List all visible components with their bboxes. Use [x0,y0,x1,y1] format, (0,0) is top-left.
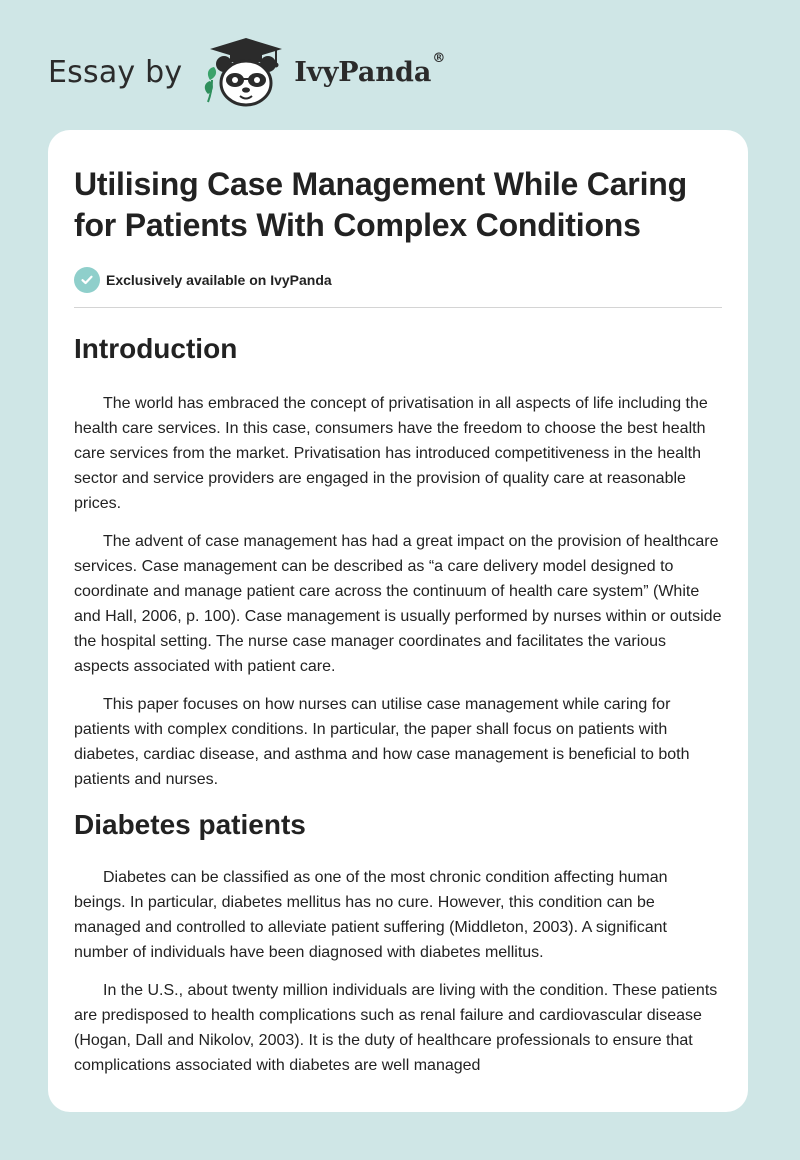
divider [74,307,722,308]
paragraph: Diabetes can be classified as one of the most chronic condition affecting human beings. In particular, diabetes mellitus has no cure. However, this condition can be managed and controlled to alleviate patient suffering (Middleton, 2003). A significant number of individuals have been diagnosed with diabetes mellitus. [74,869,668,961]
exclusive-badge [74,266,722,294]
registered-mark: ® [432,50,446,66]
brand-name: IvyPanda® [294,50,446,88]
section-heading-introduction: Introduction [74,333,238,364]
paragraph: This paper focuses on how nurses can utilise case management while caring for patients with complex conditions. In particular, the paper shall focus on patients with diabetes, cardiac disease, and asthma and how case management is beneficial to both patients and nurses. [74,696,690,788]
section-heading-diabetes: Diabetes patients [74,809,306,840]
paragraph: The advent of case management has had a great impact on the provision of healthcare services. Case management can be described as “a care delivery model designed to coordinate and manage patient care across the continuum of health care system” (White and Hall, 2006, p. 100). Case management is usually performed by nurses within or outside the hospital setting. The nurse case manager coordinates and facilitates the various aspects associated with patient care. [74,533,722,675]
essay-title: Utilising Case Management While Caring for Patients With Complex Conditions [74,166,687,243]
paragraph: The world has embraced the concept of privatisation in all aspects of life including the health care services. In this case, consumers have the freedom to choose the best health care services from the market. Privatisation has introduced competitiveness in the health sector and service providers are engaged in the provision of quality care at reasonable prices. [74,395,708,512]
check-icon [74,267,100,293]
badge-text: Exclusively available on IvyPanda [106,272,332,288]
brand-header [48,36,445,108]
essay-card [48,130,748,1112]
brand-prefix: Essay by [48,54,183,90]
paragraph: In the U.S., about twenty million individuals are living with the condition. These patients are predisposed to health complications such as renal failure and cardiovascular disease (Hogan, Dall and Nikolov, 2003). It is the duty of healthcare professionals to ensure that complications associated with diabetes are well managed [74,982,718,1074]
panda-logo-icon [196,36,288,108]
